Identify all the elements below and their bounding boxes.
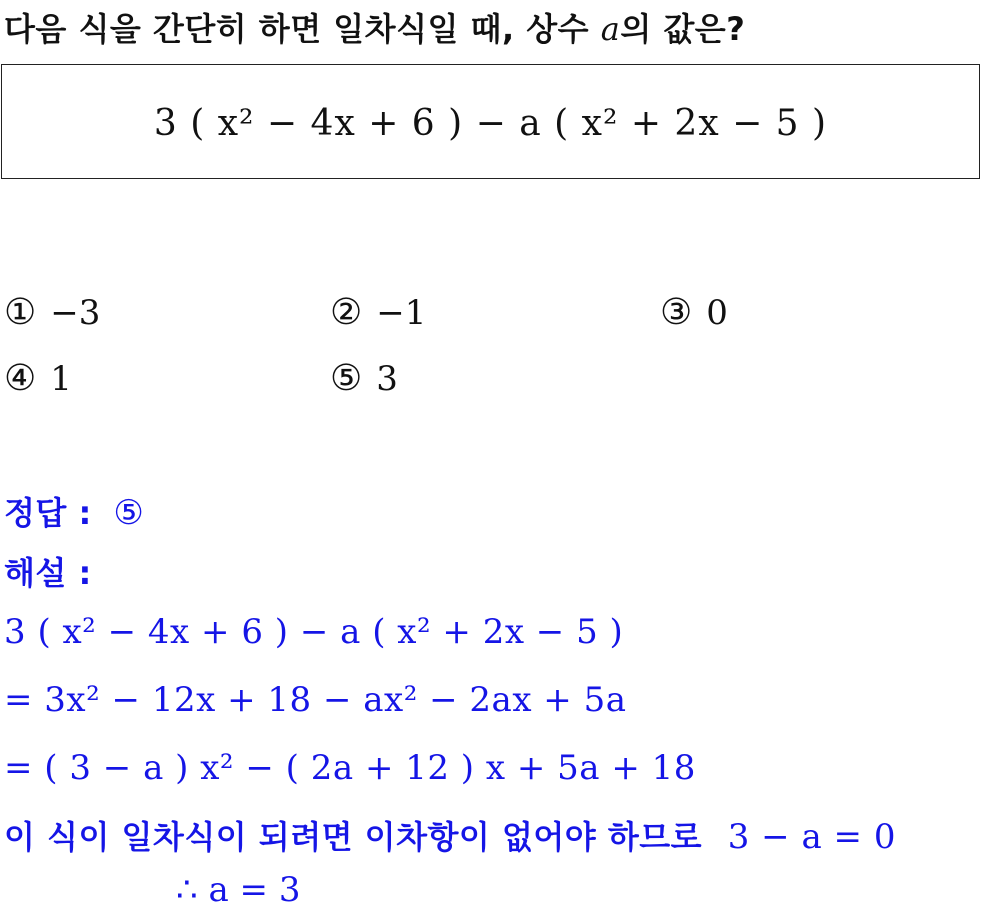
choice-5[interactable] <box>330 358 398 399</box>
choice-3-number: ③ <box>660 292 693 333</box>
choice-2-value: −1 <box>376 292 427 333</box>
question-text <box>4 4 745 50</box>
explanation-label: 해설 : <box>4 554 92 592</box>
choice-1-number: ① <box>4 292 37 333</box>
answer-line <box>4 488 144 534</box>
choice-4[interactable] <box>4 358 72 399</box>
question-prefix: 다음 식을 간단히 하면 일차식일 때, 상수 <box>4 10 601 48</box>
choice-3-value: 0 <box>706 292 728 333</box>
choice-5-number: ⑤ <box>330 358 363 399</box>
choice-2-number: ② <box>330 292 363 333</box>
conclusion-math: 3 − a = 0 <box>727 817 896 857</box>
choice-5-value: 3 <box>376 358 398 399</box>
choice-1[interactable] <box>4 292 100 333</box>
choice-4-value: 1 <box>50 358 72 399</box>
explanation-step-1: 3 ( x² − 4x + 6 ) − a ( x² + 2x − 5 ) <box>4 612 624 652</box>
answer-value: ⑤ <box>113 493 145 533</box>
choice-1-value: −3 <box>50 292 101 333</box>
conclusion-line <box>4 812 896 858</box>
expression-box <box>1 64 980 179</box>
expression-text: 3 ( x² − 4x + 6 ) − a ( x² + 2x − 5 ) <box>153 103 828 144</box>
answer-label: 정답 : <box>4 494 92 532</box>
question-suffix: 의 값은? <box>620 10 746 48</box>
explanation-step-2: = 3x² − 12x + 18 − ax² − 2ax + 5a <box>4 680 627 720</box>
choice-2[interactable] <box>330 292 426 333</box>
question-variable: a <box>600 10 621 48</box>
final-answer: ∴ a = 3 <box>176 870 301 910</box>
choice-3[interactable] <box>660 292 728 333</box>
choice-4-number: ④ <box>4 358 37 399</box>
conclusion-text: 이 식이 일차식이 되려면 이차항이 없어야 하므로 <box>4 818 703 856</box>
explanation-step-3: = ( 3 − a ) x² − ( 2a + 12 ) x + 5a + 18 <box>4 748 696 788</box>
